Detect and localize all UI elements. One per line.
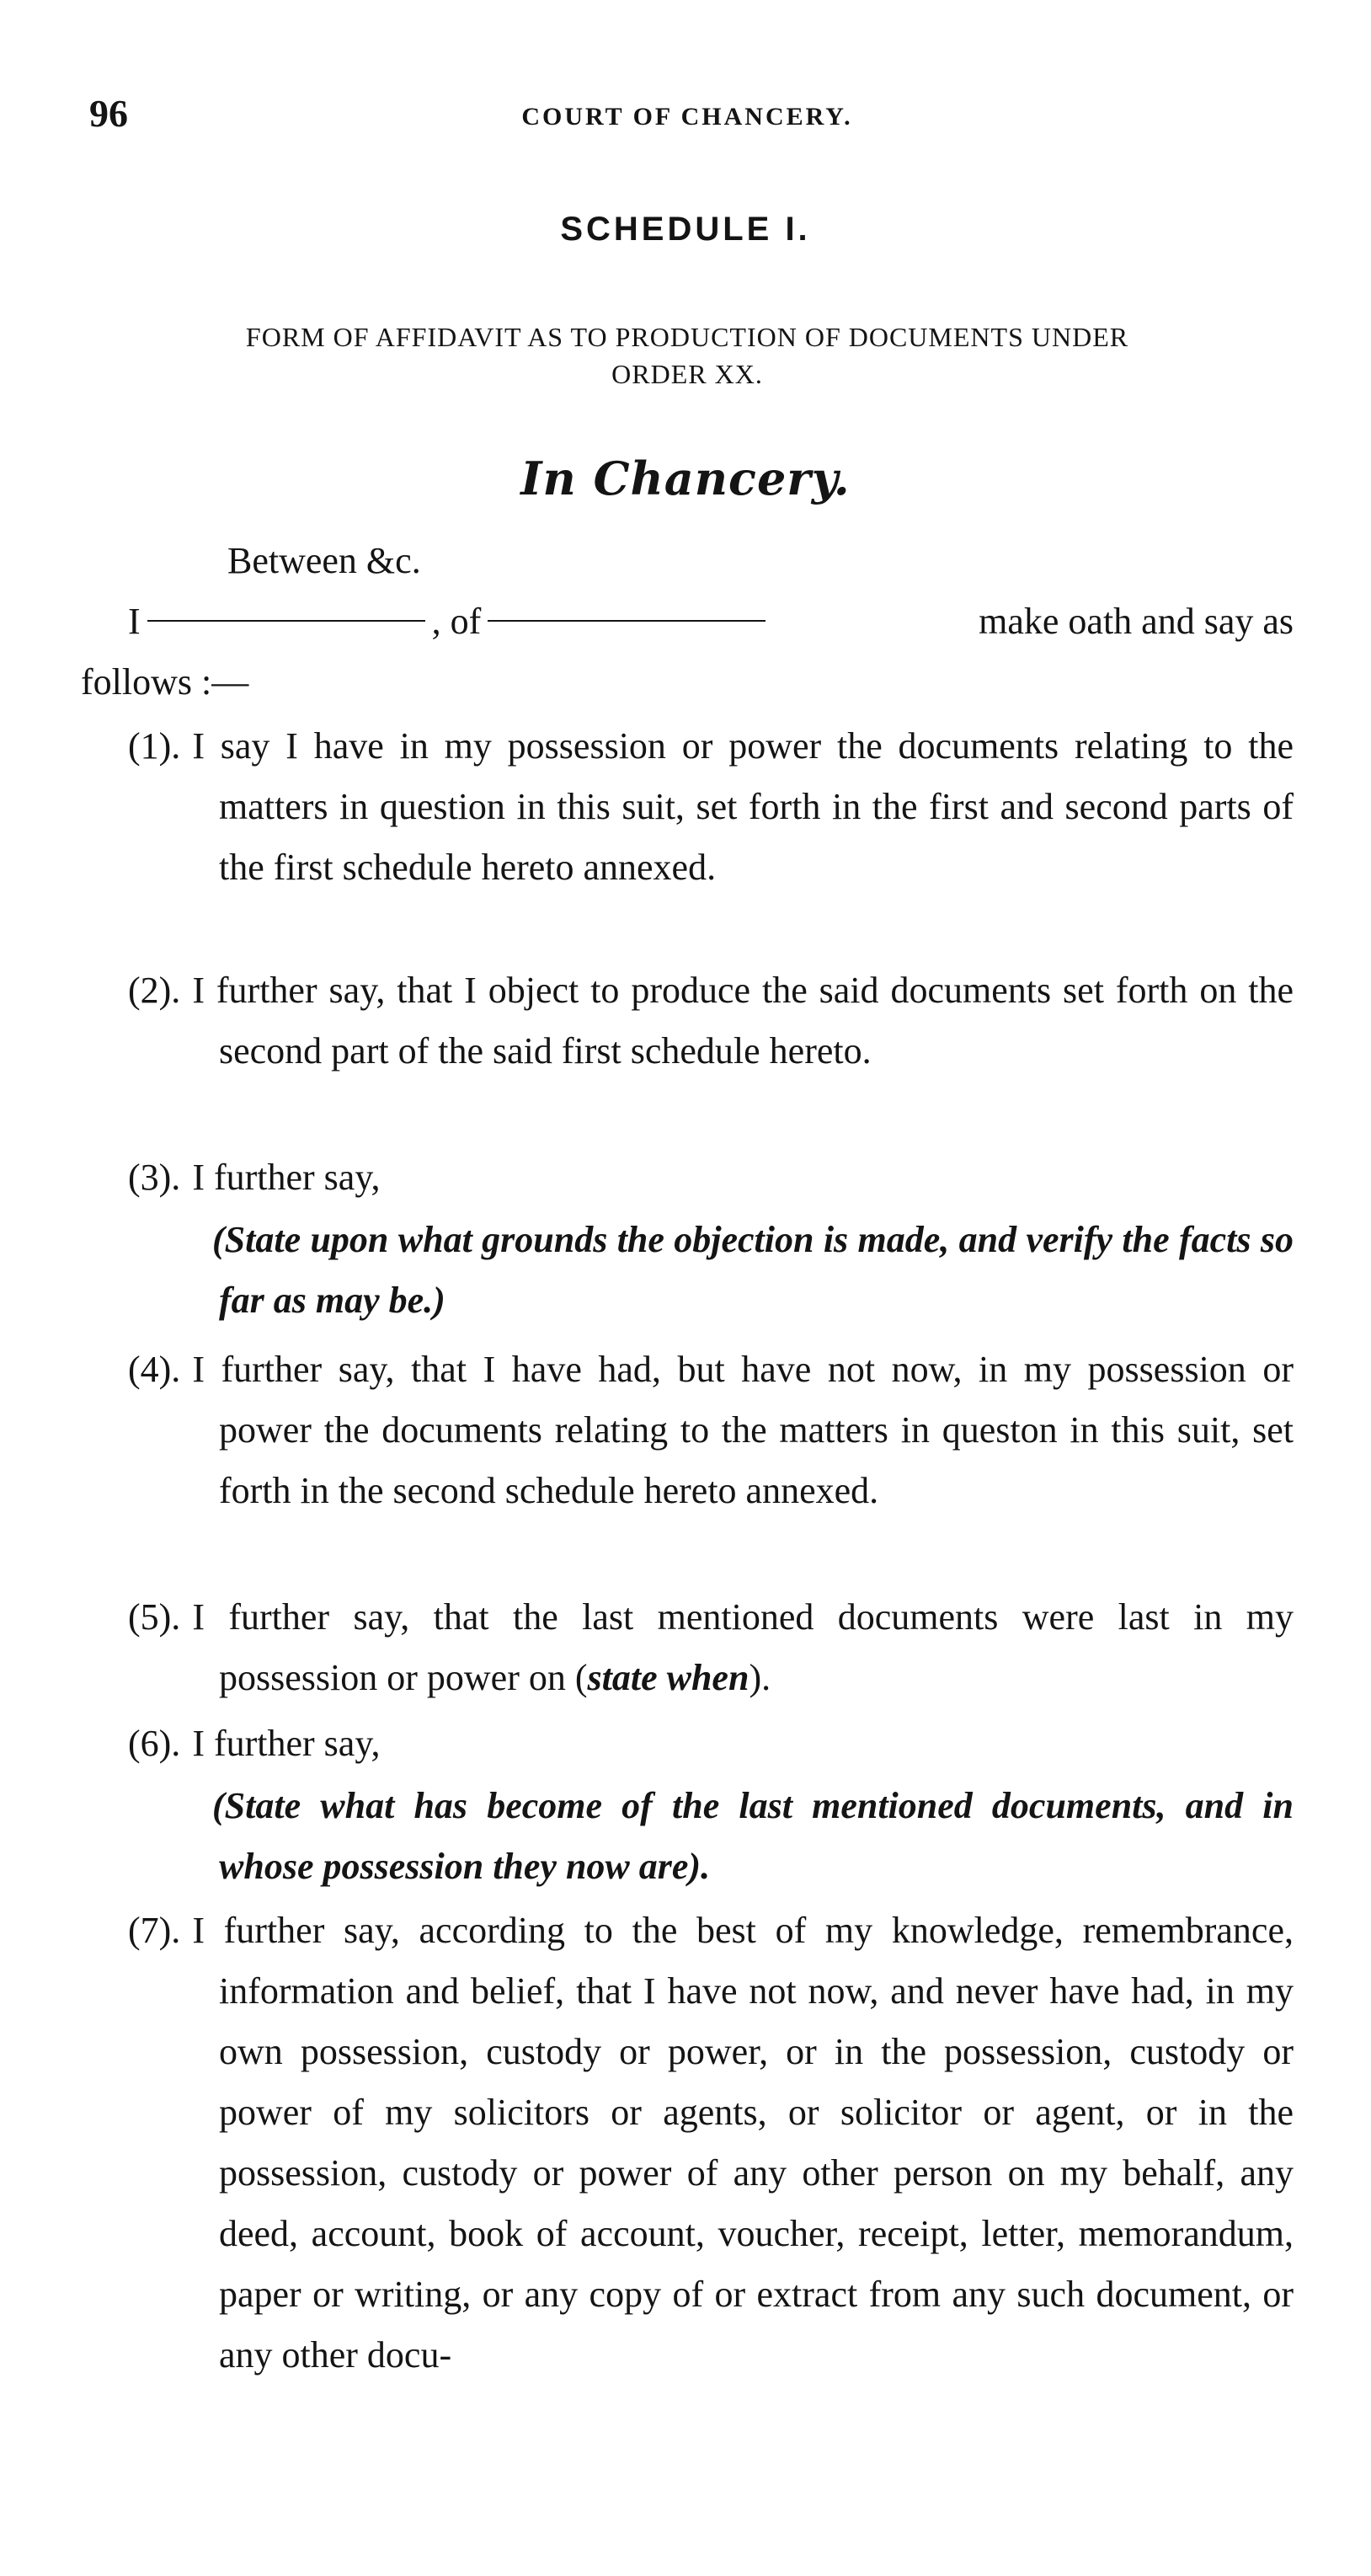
name-blank-line (147, 620, 425, 622)
paragraph-4 (128, 1339, 1294, 1521)
running-head (81, 91, 1294, 142)
oath-middle: , of (431, 601, 482, 642)
paragraph-text: I say I have in my possession or power the documents relating to the matters in question in this suit, set forth in the first and second parts of the first schedule hereto annexed. (192, 725, 1294, 888)
paragraph-text: I further say, (192, 1157, 381, 1198)
running-title: COURT OF CHANCERY. (521, 103, 853, 131)
paragraph-number: (3). (128, 1157, 181, 1198)
form-title (81, 318, 1294, 393)
paragraph-number: (4). (128, 1349, 181, 1390)
paragraph-italic-text: state when (587, 1657, 750, 1698)
oath-continuation: follows :— (81, 661, 249, 703)
oath-line (81, 591, 1294, 713)
oath-end: make oath and say as (979, 601, 1294, 642)
paragraph-1 (128, 716, 1294, 898)
court-heading: In Chancery. (520, 452, 851, 505)
paragraph-7 (128, 1900, 1294, 2386)
paragraph-text: I further say, that the last mentioned documents were last in my possession or power on ( (192, 1596, 1294, 1698)
paragraph-text: I further say, according to the best of my knowledge, remembrance, information and belief, that I have not now, and never have had, in my own possession, custody or power, or in the possession, custody or power of my solicitors or agents, or solicitor or agent, or in the possession, custody or power of any other person on my behalf, any deed, account, book of account, voucher, receipt, letter, memorandum, paper or writing, or any copy of or extract from any such document, or any other docu- (192, 1910, 1294, 2376)
direction-objection-grounds: (State upon what grounds the objection is made, and verify the facts so far as may be.) (212, 1219, 1294, 1321)
between-line: Between &c. (227, 540, 421, 581)
paragraph-text: I further say, (192, 1723, 381, 1764)
paragraph-6 (128, 1713, 1294, 1774)
direction-documents-whereabouts: (State what has become of the last mentioned documents, and in whose possession they now are). (212, 1785, 1294, 1887)
paragraph-3 (128, 1147, 1294, 1208)
paragraph-text-end: ). (749, 1657, 771, 1698)
page-number: 96 (89, 92, 128, 135)
form-title-line-2: ORDER XX. (611, 359, 763, 389)
paragraph-text: I further say, that I object to produce the said documents set forth on the second part of the said first schedule hereto. (192, 970, 1294, 1072)
paragraph-5 (128, 1587, 1294, 1708)
schedule-heading: SCHEDULE I. (560, 211, 811, 248)
paragraph-number: (1). (128, 725, 181, 767)
address-blank-line (488, 620, 766, 622)
paragraph-2 (128, 960, 1294, 1082)
paragraph-number: (2). (128, 970, 181, 1011)
paragraph-number: (5). (128, 1596, 181, 1638)
paragraph-number: (7). (128, 1910, 181, 1951)
paragraph-number: (6). (128, 1723, 181, 1764)
paragraph-text: I further say, that I have had, but have not now, in my possession or power the documents relating to the matters in queston in this suit, set forth in the second schedule hereto annexed. (192, 1349, 1294, 1511)
oath-start: I (128, 601, 141, 642)
form-title-line-1: FORM OF AFFIDAVIT AS TO PRODUCTION OF DOCUMENTS UNDER (245, 322, 1129, 352)
